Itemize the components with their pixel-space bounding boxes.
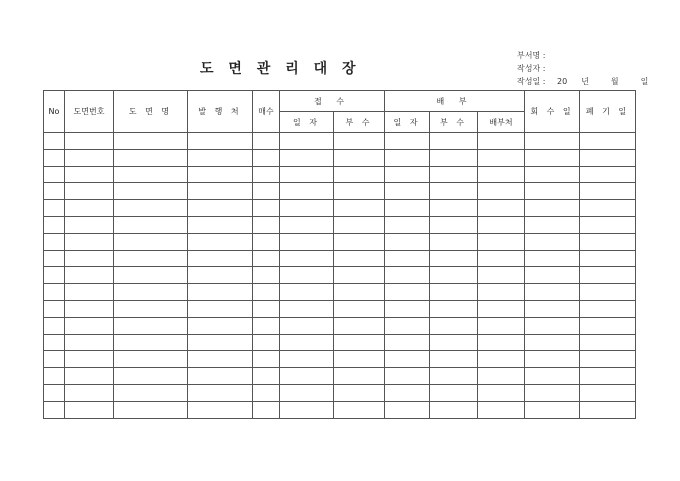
cell-distribution-dept[interactable]	[478, 200, 525, 217]
cell-no[interactable]	[44, 233, 65, 250]
cell-issuer[interactable]	[188, 384, 253, 401]
cell-issuer[interactable]	[188, 401, 253, 418]
cell-receipt-copies[interactable]	[334, 166, 385, 183]
cell-no[interactable]	[44, 317, 65, 334]
cell-sheets[interactable]	[253, 284, 280, 301]
cell-distribution-dept[interactable]	[478, 133, 525, 150]
author-label: 작성자 :	[517, 64, 546, 73]
table-row	[44, 250, 636, 267]
cell-distribution-copies[interactable]	[430, 166, 478, 183]
cell-distribution-dept[interactable]	[478, 368, 525, 385]
cell-drawing-name[interactable]	[114, 401, 188, 418]
cell-drawing-number[interactable]	[65, 149, 114, 166]
cell-sheets[interactable]	[253, 149, 280, 166]
header-issuer: 발 행 처	[188, 91, 253, 133]
table-row	[44, 149, 636, 166]
cell-receipt-date[interactable]	[280, 351, 334, 368]
cell-drawing-name[interactable]	[114, 166, 188, 183]
cell-issuer[interactable]	[188, 284, 253, 301]
table-row	[44, 183, 636, 200]
cell-distribution-copies[interactable]	[430, 183, 478, 200]
cell-return-date[interactable]	[525, 401, 580, 418]
cell-distribution-copies[interactable]	[430, 133, 478, 150]
cell-drawing-name[interactable]	[114, 317, 188, 334]
cell-disposal-date[interactable]	[580, 166, 636, 183]
cell-receipt-date[interactable]	[280, 284, 334, 301]
table-row	[44, 267, 636, 284]
cell-receipt-copies[interactable]	[334, 149, 385, 166]
cell-no[interactable]	[44, 200, 65, 217]
page-title: 도 면 관 리 대 장	[200, 61, 361, 77]
cell-issuer[interactable]	[188, 233, 253, 250]
cell-no[interactable]	[44, 267, 65, 284]
cell-drawing-name[interactable]	[114, 133, 188, 150]
cell-distribution-dept[interactable]	[478, 233, 525, 250]
cell-drawing-name[interactable]	[114, 149, 188, 166]
cell-disposal-date[interactable]	[580, 149, 636, 166]
cell-distribution-dept[interactable]	[478, 401, 525, 418]
cell-return-date[interactable]	[525, 267, 580, 284]
cell-receipt-copies[interactable]	[334, 216, 385, 233]
cell-return-date[interactable]	[525, 334, 580, 351]
cell-receipt-date[interactable]	[280, 384, 334, 401]
cell-sheets[interactable]	[253, 384, 280, 401]
cell-distribution-date[interactable]	[385, 334, 430, 351]
table-row	[44, 200, 636, 217]
cell-distribution-dept[interactable]	[478, 250, 525, 267]
cell-return-date[interactable]	[525, 284, 580, 301]
cell-issuer[interactable]	[188, 334, 253, 351]
cell-no[interactable]	[44, 384, 65, 401]
cell-sheets[interactable]	[253, 166, 280, 183]
table-row	[44, 317, 636, 334]
cell-no[interactable]	[44, 183, 65, 200]
cell-drawing-name[interactable]	[114, 216, 188, 233]
cell-disposal-date[interactable]	[580, 200, 636, 217]
cell-receipt-date[interactable]	[280, 166, 334, 183]
cell-sheets[interactable]	[253, 317, 280, 334]
cell-no[interactable]	[44, 250, 65, 267]
cell-distribution-copies[interactable]	[430, 334, 478, 351]
cell-distribution-copies[interactable]	[430, 284, 478, 301]
cell-return-date[interactable]	[525, 200, 580, 217]
cell-receipt-date[interactable]	[280, 368, 334, 385]
cell-receipt-date[interactable]	[280, 233, 334, 250]
header-receipt-copies: 부 수	[334, 112, 385, 133]
cell-sheets[interactable]	[253, 200, 280, 217]
cell-return-date[interactable]	[525, 351, 580, 368]
cell-receipt-date[interactable]	[280, 317, 334, 334]
cell-distribution-dept[interactable]	[478, 300, 525, 317]
cell-return-date[interactable]	[525, 166, 580, 183]
cell-sheets[interactable]	[253, 250, 280, 267]
cell-issuer[interactable]	[188, 216, 253, 233]
cell-issuer[interactable]	[188, 300, 253, 317]
cell-drawing-name[interactable]	[114, 284, 188, 301]
cell-drawing-number[interactable]	[65, 384, 114, 401]
cell-return-date[interactable]	[525, 317, 580, 334]
cell-issuer[interactable]	[188, 351, 253, 368]
cell-receipt-date[interactable]	[280, 183, 334, 200]
cell-sheets[interactable]	[253, 300, 280, 317]
cell-sheets[interactable]	[253, 368, 280, 385]
cell-drawing-number[interactable]	[65, 183, 114, 200]
cell-distribution-dept[interactable]	[478, 351, 525, 368]
cell-no[interactable]	[44, 351, 65, 368]
cell-distribution-date[interactable]	[385, 351, 430, 368]
cell-sheets[interactable]	[253, 183, 280, 200]
cell-disposal-date[interactable]	[580, 368, 636, 385]
cell-sheets[interactable]	[253, 334, 280, 351]
cell-return-date[interactable]	[525, 250, 580, 267]
cell-drawing-name[interactable]	[114, 200, 188, 217]
date-year-unit: 년	[581, 77, 589, 86]
cell-disposal-date[interactable]	[580, 183, 636, 200]
cell-distribution-date[interactable]	[385, 149, 430, 166]
department-label: 부서명 :	[517, 51, 546, 60]
table-row	[44, 216, 636, 233]
cell-receipt-date[interactable]	[280, 300, 334, 317]
cell-no[interactable]	[44, 300, 65, 317]
cell-receipt-copies[interactable]	[334, 351, 385, 368]
cell-receipt-date[interactable]	[280, 267, 334, 284]
cell-distribution-copies[interactable]	[430, 401, 478, 418]
cell-drawing-number[interactable]	[65, 334, 114, 351]
cell-distribution-date[interactable]	[385, 216, 430, 233]
cell-distribution-copies[interactable]	[430, 317, 478, 334]
cell-distribution-date[interactable]	[385, 233, 430, 250]
cell-return-date[interactable]	[525, 233, 580, 250]
cell-distribution-date[interactable]	[385, 183, 430, 200]
date-month-unit: 월	[610, 77, 619, 86]
cell-distribution-copies[interactable]	[430, 233, 478, 250]
header-distribution-date: 일 자	[385, 112, 430, 133]
cell-distribution-copies[interactable]	[430, 216, 478, 233]
cell-drawing-number[interactable]	[65, 200, 114, 217]
cell-distribution-copies[interactable]	[430, 267, 478, 284]
cell-disposal-date[interactable]	[580, 133, 636, 150]
cell-distribution-date[interactable]	[385, 368, 430, 385]
cell-return-date[interactable]	[525, 368, 580, 385]
cell-drawing-number[interactable]	[65, 300, 114, 317]
cell-issuer[interactable]	[188, 317, 253, 334]
cell-receipt-date[interactable]	[280, 334, 334, 351]
cell-distribution-date[interactable]	[385, 133, 430, 150]
table-row	[44, 133, 636, 150]
cell-receipt-date[interactable]	[280, 200, 334, 217]
cell-disposal-date[interactable]	[580, 351, 636, 368]
table-row	[44, 334, 636, 351]
table-row	[44, 300, 636, 317]
cell-no[interactable]	[44, 284, 65, 301]
cell-receipt-copies[interactable]	[334, 401, 385, 418]
cell-distribution-copies[interactable]	[430, 351, 478, 368]
cell-distribution-dept[interactable]	[478, 166, 525, 183]
cell-receipt-copies[interactable]	[334, 250, 385, 267]
cell-drawing-number[interactable]	[65, 216, 114, 233]
cell-return-date[interactable]	[525, 149, 580, 166]
cell-distribution-date[interactable]	[385, 267, 430, 284]
cell-receipt-copies[interactable]	[334, 183, 385, 200]
cell-no[interactable]	[44, 401, 65, 418]
cell-return-date[interactable]	[525, 133, 580, 150]
cell-distribution-date[interactable]	[385, 401, 430, 418]
cell-distribution-date[interactable]	[385, 200, 430, 217]
table-row	[44, 284, 636, 301]
cell-drawing-number[interactable]	[65, 250, 114, 267]
cell-disposal-date[interactable]	[580, 317, 636, 334]
header-drawing-number: 도면번호	[65, 91, 114, 133]
cell-issuer[interactable]	[188, 267, 253, 284]
cell-drawing-number[interactable]	[65, 284, 114, 301]
cell-drawing-name[interactable]	[114, 300, 188, 317]
department-field	[517, 50, 553, 61]
cell-distribution-dept[interactable]	[478, 284, 525, 301]
header-distribution-copies: 부 수	[430, 112, 478, 133]
cell-no[interactable]	[44, 149, 65, 166]
table-row	[44, 351, 636, 368]
cell-disposal-date[interactable]	[580, 216, 636, 233]
cell-return-date[interactable]	[525, 384, 580, 401]
cell-distribution-dept[interactable]	[478, 267, 525, 284]
cell-drawing-number[interactable]	[65, 351, 114, 368]
cell-receipt-copies[interactable]	[334, 284, 385, 301]
cell-distribution-dept[interactable]	[478, 384, 525, 401]
cell-distribution-date[interactable]	[385, 384, 430, 401]
header-return-date: 회 수 일	[525, 91, 580, 133]
cell-receipt-date[interactable]	[280, 149, 334, 166]
cell-drawing-name[interactable]	[114, 351, 188, 368]
cell-receipt-copies[interactable]	[334, 233, 385, 250]
cell-distribution-copies[interactable]	[430, 200, 478, 217]
cell-distribution-date[interactable]	[385, 166, 430, 183]
cell-issuer[interactable]	[188, 166, 253, 183]
table-row	[44, 401, 636, 418]
cell-drawing-name[interactable]	[114, 368, 188, 385]
cell-no[interactable]	[44, 166, 65, 183]
cell-distribution-date[interactable]	[385, 300, 430, 317]
header-no: No	[44, 91, 65, 133]
cell-distribution-date[interactable]	[385, 284, 430, 301]
cell-sheets[interactable]	[253, 233, 280, 250]
cell-receipt-copies[interactable]	[334, 317, 385, 334]
cell-receipt-copies[interactable]	[334, 368, 385, 385]
cell-disposal-date[interactable]	[580, 267, 636, 284]
cell-drawing-name[interactable]	[114, 250, 188, 267]
cell-no[interactable]	[44, 216, 65, 233]
date-field	[517, 76, 648, 87]
cell-issuer[interactable]	[188, 133, 253, 150]
cell-sheets[interactable]	[253, 267, 280, 284]
cell-distribution-dept[interactable]	[478, 149, 525, 166]
date-year: 20	[557, 77, 568, 86]
cell-distribution-copies[interactable]	[430, 368, 478, 385]
cell-issuer[interactable]	[188, 200, 253, 217]
cell-disposal-date[interactable]	[580, 233, 636, 250]
cell-return-date[interactable]	[525, 300, 580, 317]
cell-issuer[interactable]	[188, 183, 253, 200]
cell-distribution-copies[interactable]	[430, 384, 478, 401]
cell-receipt-date[interactable]	[280, 250, 334, 267]
cell-drawing-name[interactable]	[114, 334, 188, 351]
cell-distribution-date[interactable]	[385, 317, 430, 334]
cell-disposal-date[interactable]	[580, 401, 636, 418]
cell-disposal-date[interactable]	[580, 334, 636, 351]
header-distribution: 배 부	[385, 91, 525, 112]
cell-receipt-date[interactable]	[280, 401, 334, 418]
cell-distribution-dept[interactable]	[478, 183, 525, 200]
cell-drawing-number[interactable]	[65, 267, 114, 284]
cell-receipt-copies[interactable]	[334, 200, 385, 217]
cell-sheets[interactable]	[253, 216, 280, 233]
cell-receipt-copies[interactable]	[334, 300, 385, 317]
cell-sheets[interactable]	[253, 351, 280, 368]
header-receipt: 접 수	[280, 91, 385, 112]
cell-disposal-date[interactable]	[580, 300, 636, 317]
cell-sheets[interactable]	[253, 401, 280, 418]
cell-distribution-copies[interactable]	[430, 300, 478, 317]
cell-distribution-copies[interactable]	[430, 149, 478, 166]
author-field	[517, 63, 553, 74]
cell-return-date[interactable]	[525, 216, 580, 233]
cell-drawing-name[interactable]	[114, 233, 188, 250]
cell-receipt-copies[interactable]	[334, 267, 385, 284]
drawing-ledger-table	[43, 90, 636, 419]
cell-drawing-number[interactable]	[65, 166, 114, 183]
cell-no[interactable]	[44, 368, 65, 385]
cell-receipt-date[interactable]	[280, 216, 334, 233]
date-label: 작성일 :	[517, 77, 546, 86]
cell-distribution-copies[interactable]	[430, 250, 478, 267]
cell-issuer[interactable]	[188, 368, 253, 385]
table-row	[44, 384, 636, 401]
cell-sheets[interactable]	[253, 133, 280, 150]
cell-receipt-copies[interactable]	[334, 133, 385, 150]
table-row	[44, 166, 636, 183]
cell-disposal-date[interactable]	[580, 250, 636, 267]
cell-drawing-number[interactable]	[65, 317, 114, 334]
table-row	[44, 233, 636, 250]
cell-disposal-date[interactable]	[580, 284, 636, 301]
cell-drawing-number[interactable]	[65, 401, 114, 418]
cell-issuer[interactable]	[188, 149, 253, 166]
cell-no[interactable]	[44, 334, 65, 351]
cell-distribution-dept[interactable]	[478, 334, 525, 351]
cell-distribution-dept[interactable]	[478, 317, 525, 334]
cell-drawing-name[interactable]	[114, 267, 188, 284]
cell-drawing-number[interactable]	[65, 368, 114, 385]
table-row	[44, 368, 636, 385]
date-day-unit: 일	[640, 77, 649, 86]
header-drawing-name: 도 면 명	[114, 91, 188, 133]
header-receipt-date: 일 자	[280, 112, 334, 133]
cell-distribution-dept[interactable]	[478, 216, 525, 233]
cell-drawing-number[interactable]	[65, 233, 114, 250]
header-sheets: 매수	[253, 91, 280, 133]
cell-receipt-date[interactable]	[280, 133, 334, 150]
cell-no[interactable]	[44, 133, 65, 150]
cell-receipt-copies[interactable]	[334, 384, 385, 401]
cell-issuer[interactable]	[188, 250, 253, 267]
cell-distribution-date[interactable]	[385, 250, 430, 267]
cell-receipt-copies[interactable]	[334, 334, 385, 351]
header-distribution-dept: 배부처	[478, 112, 525, 133]
ledger-body	[44, 133, 636, 419]
cell-drawing-name[interactable]	[114, 384, 188, 401]
cell-return-date[interactable]	[525, 183, 580, 200]
cell-disposal-date[interactable]	[580, 384, 636, 401]
cell-drawing-name[interactable]	[114, 183, 188, 200]
cell-drawing-number[interactable]	[65, 133, 114, 150]
header-disposal-date: 폐 기 일	[580, 91, 636, 133]
